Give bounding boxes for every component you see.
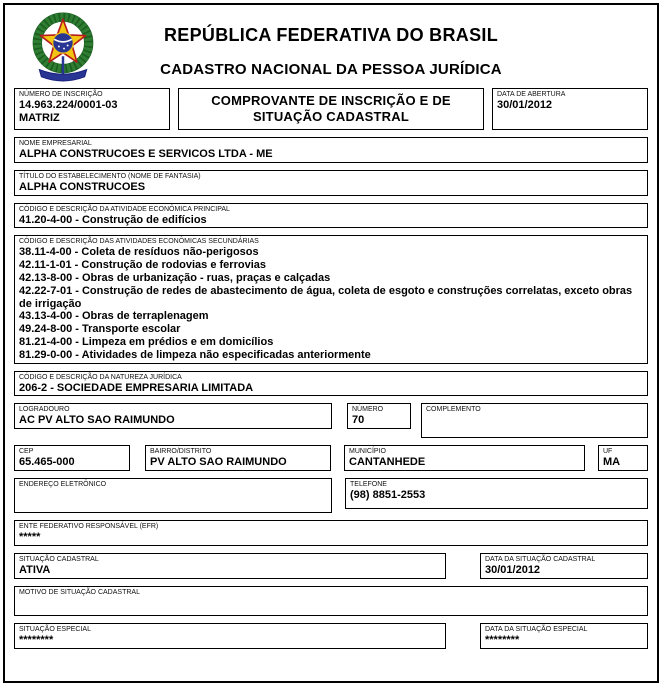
situacao-especial-value: ******** <box>19 633 54 646</box>
field-label: TELEFONE <box>350 481 387 489</box>
field-data-abertura <box>492 88 648 130</box>
page-title: REPÚBLICA FEDERATIVA DO BRASIL <box>163 25 498 45</box>
row-atividades-secundarias <box>14 235 648 363</box>
field-municipio <box>344 445 585 471</box>
row-nome-fantasia <box>14 170 648 196</box>
page-subtitle: CADASTRO NACIONAL DA PESSOA JURÍDICA <box>160 61 502 78</box>
field-efr <box>14 520 648 546</box>
row-motivo-situacao <box>14 586 648 616</box>
activity-line: 38.11-4-00 - Coleta de resíduos não-perigosos <box>19 246 259 259</box>
field-label: LOGRADOURO <box>19 406 70 414</box>
municipio-value: CANTANHEDE <box>349 456 426 469</box>
matriz-flag: MATRIZ <box>19 111 60 124</box>
field-numero-inscricao <box>14 88 170 130</box>
activity-line: 42.13-8-00 - Obras de urbanização - ruas, praças e calçadas <box>19 271 331 284</box>
field-nome-fantasia <box>14 170 648 196</box>
field-numero <box>347 403 411 429</box>
atividade-principal-value: 41.20-4-00 - Construção de edifícios <box>19 213 207 226</box>
field-label: ENTE FEDERATIVO RESPONSÁVEL (EFR) <box>19 523 159 531</box>
activity-line: 42.11-1-01 - Construção de rodovias e ferrovias <box>19 259 266 272</box>
document-title-line1: COMPROVANTE DE INSCRIÇÃO E DE <box>211 93 451 108</box>
field-label: NÚMERO DE INSCRIÇÃO <box>19 91 103 98</box>
row-contato <box>14 478 648 513</box>
field-label: DATA DE ABERTURA <box>497 91 566 98</box>
field-label: CEP <box>19 448 34 456</box>
field-motivo-situacao <box>14 586 648 616</box>
row-inscription <box>14 88 648 130</box>
activity-line: 42.22-7-01 - Construção de redes de abastecimento de água, coleta de esgoto e construções correlatas, exceto obras de irrigação <box>19 284 633 310</box>
field-label: MUNICÍPIO <box>349 448 386 456</box>
cnpj-certificate <box>3 3 659 683</box>
atividades-secundarias-list <box>19 246 643 361</box>
field-label: CÓDIGO E DESCRIÇÃO DAS ATIVIDADES ECONÔMICAS SECUNDÁRIAS <box>19 238 259 246</box>
field-label: ENDEREÇO ELETRÔNICO <box>19 481 107 489</box>
data-situacao-especial-value: ******** <box>485 633 520 646</box>
row-cep-municipio <box>14 445 648 471</box>
numero-value: 70 <box>352 414 365 427</box>
nome-fantasia-value: ALPHA CONSTRUCOES <box>19 180 146 193</box>
activity-line: 81.29-0-00 - Atividades de limpeza não especificadas anteriormente <box>19 348 371 361</box>
situacao-cadastral-value: ATIVA <box>19 563 51 576</box>
row-endereco <box>14 403 648 438</box>
field-label: NOME EMPRESARIAL <box>19 140 92 147</box>
field-label: UF <box>603 448 613 456</box>
logradouro-value: AC PV ALTO SAO RAIMUNDO <box>19 414 175 427</box>
field-logradouro <box>14 403 332 429</box>
field-endereco-eletronico <box>14 478 332 513</box>
field-label: MOTIVO DE SITUAÇÃO CADASTRAL <box>19 588 140 596</box>
field-situacao-cadastral <box>14 553 446 579</box>
field-atividade-principal <box>14 203 648 229</box>
data-abertura-value: 30/01/2012 <box>497 99 553 111</box>
uf-value: MA <box>603 456 621 469</box>
cep-value: 65.465-000 <box>19 456 75 469</box>
field-label: CÓDIGO E DESCRIÇÃO DA NATUREZA JURÍDICA <box>19 373 182 381</box>
field-uf <box>598 445 648 471</box>
field-label: NÚMERO <box>352 406 384 414</box>
field-label: BAIRRO/DISTRITO <box>150 448 212 456</box>
field-label: COMPLEMENTO <box>426 406 481 414</box>
field-label: DATA DA SITUAÇÃO ESPECIAL <box>485 625 588 633</box>
activity-line: 49.24-8-00 - Transporte escolar <box>19 323 181 336</box>
field-situacao-especial <box>14 623 446 649</box>
field-label: DATA DA SITUAÇÃO CADASTRAL <box>485 555 596 563</box>
natureza-juridica-value: 206-2 - SOCIEDADE EMPRESARIA LIMITADA <box>19 381 254 394</box>
field-label: SITUAÇÃO CADASTRAL <box>19 555 99 563</box>
field-nome-empresarial <box>14 137 648 163</box>
field-label: SITUAÇÃO ESPECIAL <box>19 625 91 633</box>
field-cep <box>14 445 130 471</box>
field-bairro <box>145 445 331 471</box>
field-complemento <box>421 403 648 438</box>
row-natureza-juridica <box>14 371 648 397</box>
row-efr <box>14 520 648 546</box>
field-telefone <box>345 478 648 509</box>
telefone-value: (98) 8851-2553 <box>350 489 426 502</box>
bairro-value: PV ALTO SAO RAIMUNDO <box>150 456 287 469</box>
numero-inscricao-value: 14.963.224/0001-03 <box>19 99 118 111</box>
nome-empresarial-value: ALPHA CONSTRUCOES E SERVICOS LTDA - ME <box>19 148 273 160</box>
field-label: CÓDIGO E DESCRIÇÃO DA ATIVIDADE ECONÔMICA PRINCIPAL <box>19 205 230 213</box>
field-natureza-juridica <box>14 371 648 397</box>
row-nome-empresarial <box>14 137 648 163</box>
field-data-situacao-especial <box>480 623 648 649</box>
field-data-situacao-cadastral <box>480 553 648 579</box>
activity-line: 43.13-4-00 - Obras de terraplenagem <box>19 310 209 323</box>
efr-value: ***** <box>19 531 41 544</box>
activity-line: 81.21-4-00 - Limpeza em prédios e em domicílios <box>19 335 274 348</box>
row-situacao-cadastral <box>14 553 648 579</box>
row-atividade-principal <box>14 203 648 229</box>
document-title-line2: SITUAÇÃO CADASTRAL <box>253 109 409 124</box>
data-situacao-cadastral-value: 30/01/2012 <box>485 563 541 576</box>
document-header <box>14 9 648 85</box>
brazil-coat-of-arms-icon <box>27 11 99 83</box>
row-situacao-especial <box>14 623 648 649</box>
field-label: TÍTULO DO ESTABELECIMENTO (NOME DE FANTASIA) <box>19 172 201 180</box>
field-atividades-secundarias <box>14 235 648 363</box>
document-title-box <box>178 88 484 130</box>
